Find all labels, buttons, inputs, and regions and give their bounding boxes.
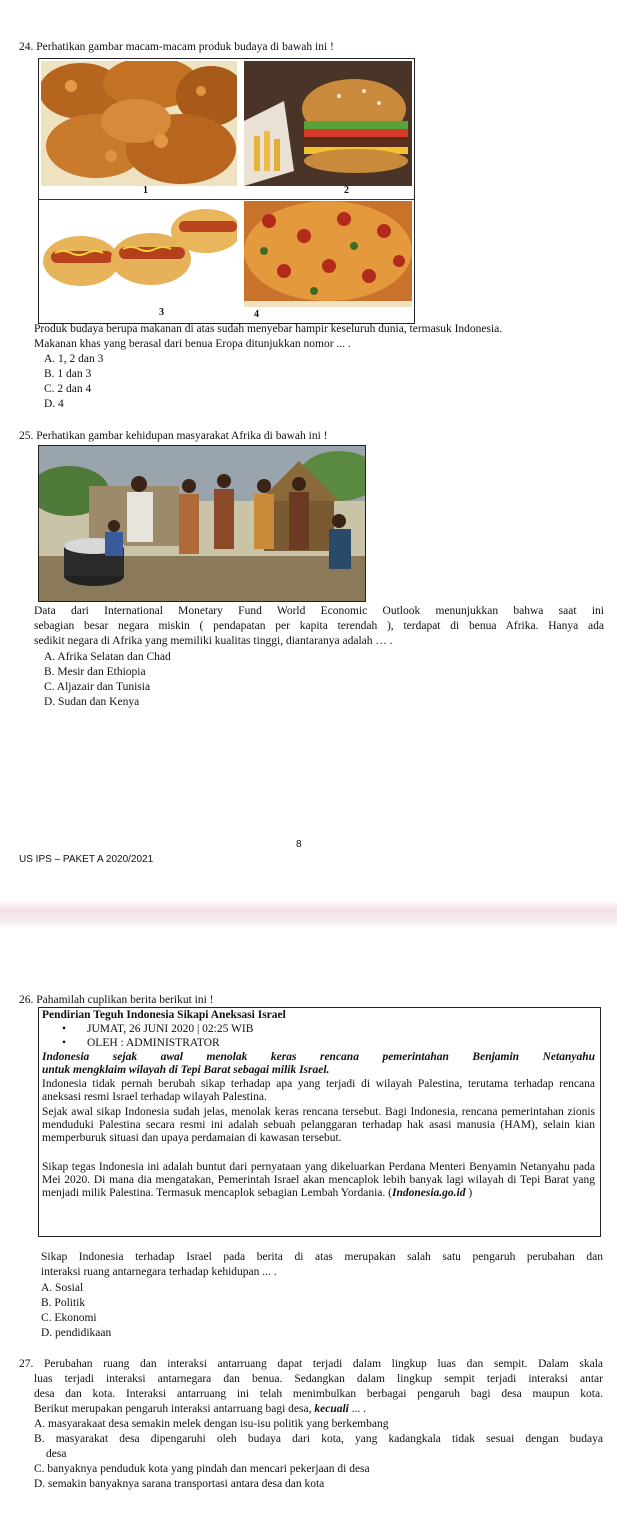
news-paragraph-3-text: Sikap tegas Indonesia ini adalah buntut dari pernyataan yang dikeluarkan Perdana Menteri Benyamin Netanyahu pada Mei 2020. Di mana dia mengatakan, Pemerintah Israel akan mencaplok lebih banyak lagi wilayah di Tepi Barat yang menjadi milik Palestina. Termasuk mencaplok sebagian Lembah Yordania. ( — [42, 1161, 595, 1199]
news-lead-line2: untuk mengklaim wilayah di Tepi Barat sebagai milik Israel. — [42, 1064, 330, 1076]
image-label-4: 4 — [254, 309, 259, 320]
q26-stem-line2: interaksi ruang antarnegara terhadap kehidupan ... . — [41, 1266, 277, 1278]
news-paragraph-2: Sejak awal sikap Indonesia sudah jelas, menolak keras rencana tersebut. Bagi Indonesia, rencana pemerintahan zionis menduduki Palestina secara resmi ini adalah sebuah pelanggaran terhadap hak asasi manusia (HAM), selain kian memperburuk situasi dan upaya perdamaian di kawasan tersebut. — [42, 1106, 595, 1144]
news-paragraph-1: Indonesia tidak pernah berubah sikap terhadap apa yang terjadi di wilayah Palestina, terutama terhadap rencana aneksasi resmi Israel terhadap wilayah Palestina. — [42, 1078, 595, 1103]
grid-divider — [39, 199, 414, 200]
q25-question: 25. Perhatikan gambar kehidupan masyarakat Afrika di bawah ini ! — [19, 430, 328, 442]
pizza-image — [244, 201, 412, 307]
q26-option-c[interactable]: C. Ekonomi — [41, 1312, 97, 1324]
q24-option-d[interactable]: D. 4 — [44, 398, 64, 410]
q27-question-end: ... . — [348, 1403, 367, 1415]
africa-community-photo — [38, 445, 366, 602]
hotdog-image — [41, 201, 237, 309]
news-source: Indonesia.go.id — [391, 1187, 466, 1199]
image-label-3: 3 — [159, 307, 164, 318]
footer-label: US IPS – PAKET A 2020/2021 — [19, 854, 154, 865]
q24-stem-line1: Produk budaya berupa makanan di atas sudah menyebar hampir keseluruh dunia, termasuk Indonesia. — [34, 323, 503, 335]
q27-paragraph-line3: desa dan kota. Interaksi antarruang ini telah menimbulkan berbagai pengaruh bagi desa maupun kota. — [34, 1388, 603, 1400]
q24-option-b[interactable]: B. 1 dan 3 — [44, 368, 92, 380]
image-label-2: 2 — [344, 185, 349, 196]
fried-chicken-image — [41, 61, 237, 186]
q25-option-b[interactable]: B. Mesir dan Ethiopia — [44, 666, 146, 678]
news-author: • OLEH : ADMINISTRATOR — [87, 1037, 220, 1050]
q25-option-d[interactable]: D. Sudan dan Kenya — [44, 696, 140, 708]
q24-option-c[interactable]: C. 2 dan 4 — [44, 383, 92, 395]
q25-stem-line2: sebagian besar negara miskin ( pendapatan per kapita terendah ), terdapat di benua Afrika. Hanya ada — [34, 620, 604, 632]
news-excerpt-box — [38, 1007, 601, 1237]
q27-question-text: Berikut merupakan pengaruh interaksi antarruang bagi desa, — [34, 1403, 315, 1415]
q25-option-c[interactable]: C. Aljazair dan Tunisia — [44, 681, 151, 693]
q24-option-a[interactable]: A. 1, 2 dan 3 — [44, 353, 104, 365]
q24-stem-line2: Makanan khas yang berasal dari benua Eropa ditunjukkan nomor ... . — [34, 338, 351, 350]
q27-option-c[interactable]: C. banyaknya penduduk kota yang pindah dan mencari pekerjaan di desa — [34, 1463, 370, 1475]
news-paragraph-3-end: ) — [465, 1187, 473, 1199]
q27-option-b[interactable]: B. masyarakat desa dipengaruhi oleh budaya dari kota, yang kadangkala tidak sesuai dengan budaya — [34, 1433, 603, 1445]
news-lead-line1: Indonesia sejak awal menolak keras rencana pemerintahan Benjamin Netanyahu — [42, 1051, 595, 1063]
news-paragraph-3 — [42, 1161, 595, 1200]
q26-option-a[interactable]: A. Sosial — [41, 1282, 84, 1294]
q25-option-a[interactable]: A. Afrika Selatan dan Chad — [44, 651, 171, 663]
q26-option-b[interactable]: B. Politik — [41, 1297, 86, 1309]
q26-option-d[interactable]: D. pendidikaan — [41, 1327, 112, 1339]
q26-question: 26. Pahamilah cuplikan berita berikut ini ! — [19, 994, 214, 1006]
q27-option-d[interactable]: D. semakin banyaknya sarana transportasi antara desa dan kota — [34, 1478, 325, 1490]
q27-paragraph-line4 — [34, 1403, 366, 1416]
news-date: • JUMAT, 26 JUNI 2020 | 02:25 WIB — [87, 1023, 253, 1036]
q25-stem-line1: Data dari International Monetary Fund World Economic Outlook menunjukkan bahwa saat ini — [34, 605, 604, 617]
q27-kecuali: kecuali — [314, 1403, 349, 1415]
q24-question: 24. Perhatikan gambar macam-macam produk budaya di bawah ini ! — [19, 41, 334, 53]
q27-paragraph-line1: 27. Perubahan ruang dan interaksi antarruang dapat terjadi dalam lingkup luas dan sempit. Dalam skala — [19, 1358, 603, 1370]
page-break — [0, 900, 617, 928]
news-title: Pendirian Teguh Indonesia Sikapi Aneksasi Israel — [42, 1009, 286, 1021]
q27-paragraph-line2: luas terjadi interaksi antarnegara dan benua. Sedangkan dalam lingkup sempit terjadi interaksi antar — [34, 1373, 603, 1385]
q25-stem-line3: sedikit negara di Afrika yang memiliki kualitas tinggi, diantaranya adalah … . — [34, 635, 393, 647]
q27-option-b-cont: desa — [46, 1448, 67, 1460]
burger-image — [244, 61, 412, 186]
q27-option-a[interactable]: A. masyarakaat desa semakin melek dengan isu-isu politik yang berkembang — [34, 1418, 389, 1430]
page-number: 8 — [296, 839, 302, 850]
image-label-1: 1 — [143, 185, 148, 196]
q24-image-grid — [38, 58, 415, 324]
q26-stem-line1: Sikap Indonesia terhadap Israel pada berita di atas merupakan salah satu pengaruh perubahan dan — [41, 1251, 603, 1263]
